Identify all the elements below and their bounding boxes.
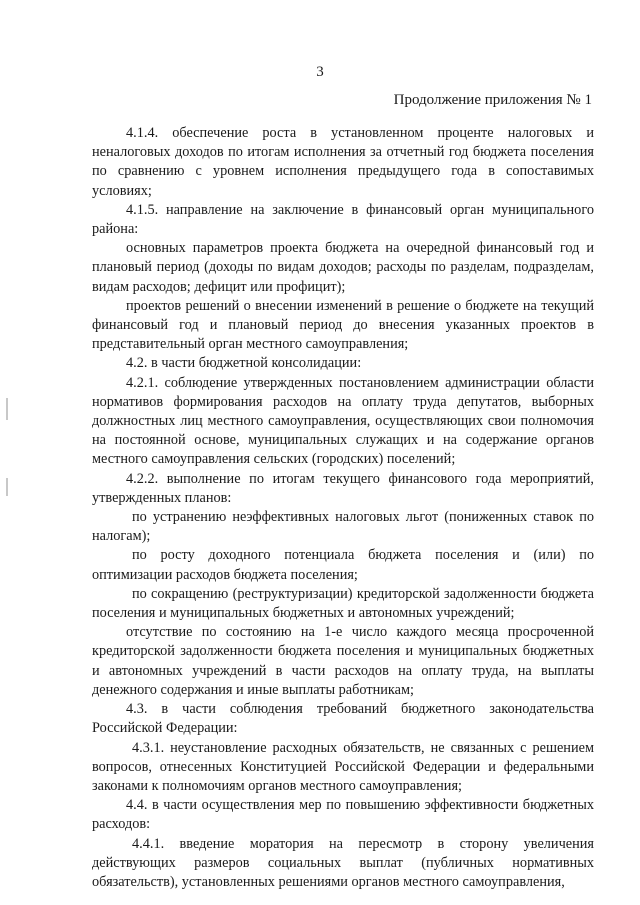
- paragraph-draft-decisions: проектов решений о внесении изменений в решение о бюджете на текущий финансовый год и плановый период до внесения указанных проектов в представительный орган местного самоуправления;: [92, 297, 594, 353]
- document-body: [92, 124, 594, 892]
- paragraph-4-2-1: 4.2.1. соблюдение утвержденных постановлением администрации области нормативов формирования расходов на оплату труда депутатов, выборных должностных лиц местного самоуправления, осуществляющих свои полномочия на постоянной основе, муниципальных служащих и на содержание органов местного самоуправления сельских (городских) поселений;: [92, 374, 594, 468]
- page-number: 3: [316, 64, 324, 80]
- paragraph-4-2: 4.2. в части бюджетной консолидации:: [126, 355, 362, 372]
- paragraph-4-4: 4.4. в части осуществления мер по повышению эффективности бюджетных расходов:: [92, 797, 594, 833]
- paragraph-4-1-5: 4.1.5. направление на заключение в финансовый орган муниципального района:: [92, 201, 594, 238]
- paragraph-4-3-1: 4.3.1. неустановление расходных обязательств, не связанных с решением вопросов, отнесенных Конституцией Российской Федерации и федеральными законами к полномочиям органов местного самоуправления;: [92, 739, 594, 794]
- paragraph-no-overdue-payables: отсутствие по состоянию на 1-е число каждого месяца просроченной кредиторской задолженности бюджета поселения и муниципальных бюджетных и автономных учреждений в части расходов на оплату труда, на выплаты денежного содержания и иные выплаты работникам;: [92, 624, 594, 698]
- paragraph-4-3: 4.3. в части соблюдения требований бюджетного законодательства Российской Федерации:: [92, 701, 594, 737]
- paragraph-4-1-4: 4.1.4. обеспечение роста в установленном проценте налоговых и неналоговых доходов по итогам исполнения за отчетный год бюджета поселения по сравнению с уровнем исполнения предыдущего года в сопоставимых условиях;: [92, 125, 594, 199]
- scan-margin-mark: [6, 398, 8, 420]
- paragraph-payables-reduction: по сокращению (реструктуризации) кредиторской задолженности бюджета поселения и муниципальных бюджетных и автономных учреждений;: [92, 585, 594, 622]
- scan-margin-mark: [6, 478, 8, 496]
- paragraph-main-parameters: основных параметров проекта бюджета на очередной финансовый год и плановый период (доходы по видам доходов; расходы по разделам, подразделам, видам расходов; дефицит или профицит);: [92, 240, 594, 295]
- paragraph-4-4-1: 4.4.1. введение моратория на пересмотр в сторону увеличения действующих размеров социальных выплат (публичных нормативных обязательств), установленных решениями органов местного самоуправления,: [92, 835, 594, 890]
- appendix-continuation-note: Продолжение приложения № 1: [393, 92, 592, 108]
- paragraph-revenue-potential: по росту доходного потенциала бюджета поселения и (или) по оптимизации расходов бюджета поселения;: [92, 547, 594, 583]
- paragraph-tax-benefits: по устранению неэффективных налоговых льгот (пониженных ставок по налогам);: [92, 509, 594, 545]
- paragraph-4-2-2: 4.2.2. выполнение по итогам текущего финансового года мероприятий, утвержденных планов:: [92, 470, 594, 506]
